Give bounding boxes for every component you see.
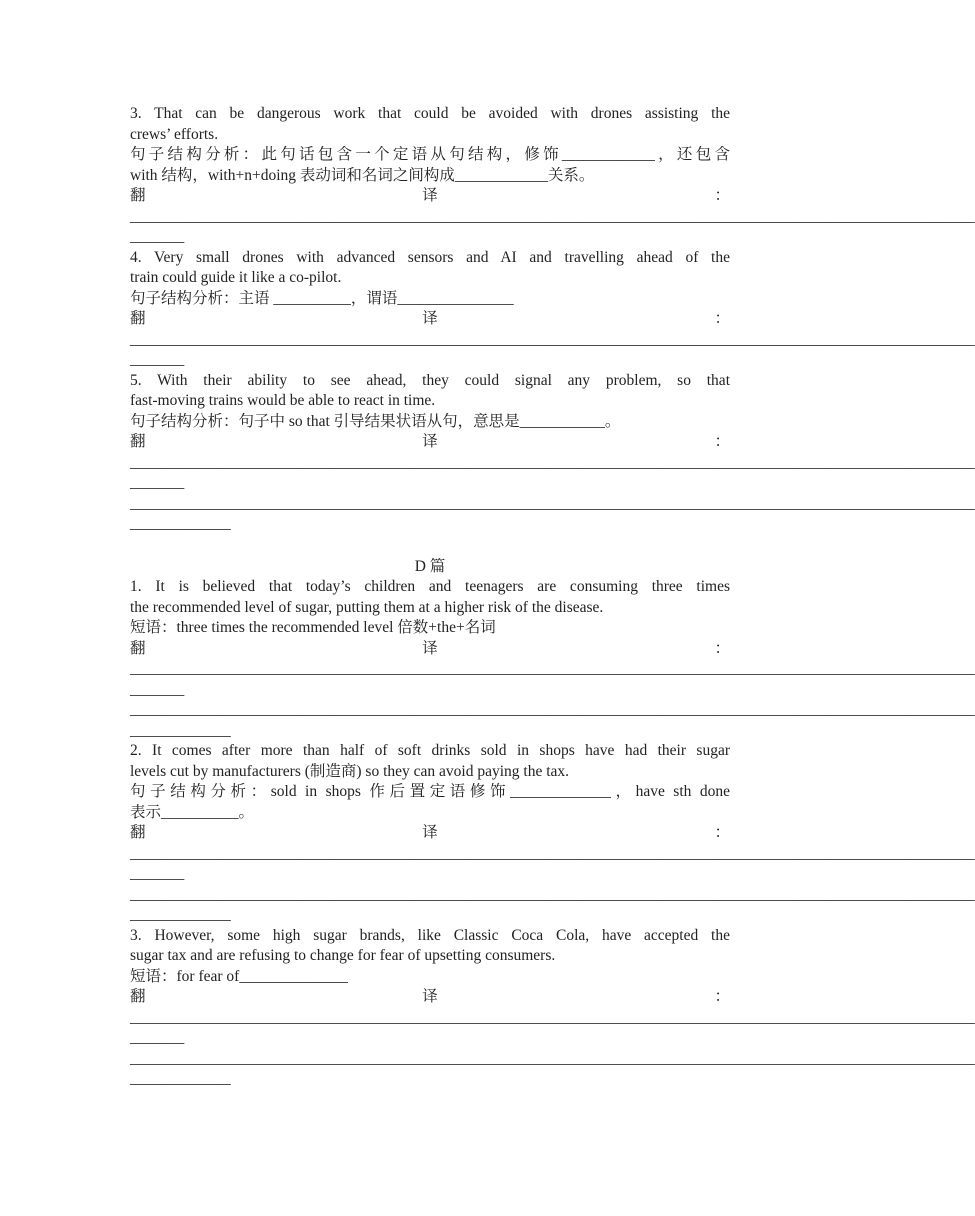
question-d2-line2: levels cut by manufacturers (制造商) so they can avoid paying the tax.	[130, 762, 570, 780]
analysis-c5-line1: 句子结构分析：句子中 so that 引导结果状语从句，意思是___________。	[130, 412, 621, 430]
section-d-heading: D 篇	[414, 557, 446, 575]
translate-fan: 翻	[130, 639, 146, 657]
question-d2-line1: 2. It comes after more than half of soft drinks sold in shops have had their sugar	[130, 742, 730, 759]
translate-colon: ：	[714, 187, 730, 204]
phrase-d1: 短语：three times the recommended level 倍数+the+名词	[130, 619, 496, 636]
translate-label-d3	[130, 987, 730, 1008]
analysis-d2-line2: 表示__________。	[130, 803, 255, 821]
translate-label-c5	[130, 432, 730, 453]
translate-fan: 翻	[130, 433, 146, 450]
question-d3-line2: sugar tax and are refusing to change for fear of upsetting consumers.	[130, 947, 556, 964]
answer-line-d3-a-tail[interactable]: _______	[130, 1029, 185, 1046]
translate-yi: 译	[422, 639, 438, 657]
analysis-c4-line1: 句子结构分析：主语 __________，谓语_______________	[130, 289, 514, 307]
question-c4-line1: 4. Very small drones with advanced sensors and AI and travelling ahead of the	[130, 248, 730, 266]
answer-line-c3-tail[interactable]: _______	[130, 228, 185, 245]
translate-fan: 翻	[130, 824, 146, 841]
translate-yi: 译	[422, 310, 438, 327]
analysis-d2-line1: 句子结构分析：sold in shops 作后置定语修饰_____________，have sth done	[130, 783, 730, 800]
answer-line-d1-b[interactable]: _____________________________________________________________________________________________________________	[130, 701, 975, 718]
translate-label-d1	[130, 639, 730, 660]
translate-label-c4	[130, 309, 730, 330]
translate-colon: ：	[714, 310, 730, 327]
answer-line-c5-a[interactable]: _____________________________________________________________________________________________________________	[130, 453, 975, 471]
worksheet-page	[130, 104, 975, 1090]
translate-yi: 译	[422, 187, 438, 204]
question-d1-line2: the recommended level of sugar, putting them at a higher risk of the disease.	[130, 598, 604, 616]
answer-line-d1-a[interactable]: _____________________________________________________________________________________________________________	[130, 660, 975, 677]
question-c4-line2: train could guide it like a co-pilot.	[130, 269, 342, 286]
question-c3-line1: 3. That can be dangerous work that could be avoided with drones assisting the	[130, 105, 730, 122]
answer-line-d1-a-tail[interactable]: _______	[130, 680, 185, 698]
translate-colon: ：	[714, 433, 730, 450]
answer-line-d2-b-tail[interactable]: _____________	[130, 906, 231, 923]
translate-fan: 翻	[130, 988, 146, 1005]
answer-line-d2-b[interactable]: _____________________________________________________________________________________________________________	[130, 885, 975, 903]
translate-yi: 译	[422, 433, 438, 450]
translate-label-c3	[130, 186, 730, 207]
question-d1-line1: 1. It is believed that today’s children and teenagers are consuming three times	[130, 578, 730, 595]
translate-colon: ：	[714, 639, 730, 657]
question-c5-line1: 5. With their ability to see ahead, they could signal any problem, so that	[130, 371, 730, 389]
question-c5-line2: fast-moving trains would be able to react in time.	[130, 392, 436, 409]
answer-line-d1-b-tail[interactable]: _____________	[130, 721, 231, 739]
question-c3-line2: crews’ efforts.	[130, 125, 219, 143]
translate-label-d2	[130, 823, 730, 844]
answer-line-d2-a[interactable]: _____________________________________________________________________________________________________________	[130, 844, 975, 862]
translate-yi: 译	[422, 988, 438, 1005]
answer-line-c3[interactable]: _____________________________________________________________________________________________________________	[130, 207, 975, 225]
analysis-c3-line2: with 结构，with+n+doing 表动词和名词之间构成____________关系。	[130, 166, 595, 184]
translate-yi: 译	[422, 824, 438, 841]
translate-colon: ：	[714, 824, 730, 841]
question-d3-line1: 3. However, some high sugar brands, like Classic Coca Cola, have accepted the	[130, 926, 730, 944]
answer-line-c4[interactable]: _____________________________________________________________________________________________________________	[130, 330, 975, 348]
answer-line-c5-b-tail[interactable]: _____________	[130, 515, 231, 532]
answer-line-d3-b[interactable]: _____________________________________________________________________________________________________________	[130, 1049, 975, 1067]
translate-fan: 翻	[130, 310, 146, 327]
translate-colon: ：	[714, 988, 730, 1005]
answer-line-d3-a[interactable]: _____________________________________________________________________________________________________________	[130, 1008, 975, 1026]
answer-line-c4-tail[interactable]: _______	[130, 351, 185, 368]
answer-line-c5-a-tail[interactable]: _______	[130, 474, 185, 491]
answer-line-c5-b[interactable]: _____________________________________________________________________________________________________________	[130, 494, 975, 512]
analysis-c3-line1: 句子结构分析：此句话包含一个定语从句结构，修饰____________，还包含	[130, 146, 730, 163]
answer-line-d2-a-tail[interactable]: _______	[130, 865, 185, 882]
phrase-d3: 短语：for fear of______________	[130, 967, 348, 985]
translate-fan: 翻	[130, 187, 146, 204]
answer-line-d3-b-tail[interactable]: _____________	[130, 1070, 231, 1087]
